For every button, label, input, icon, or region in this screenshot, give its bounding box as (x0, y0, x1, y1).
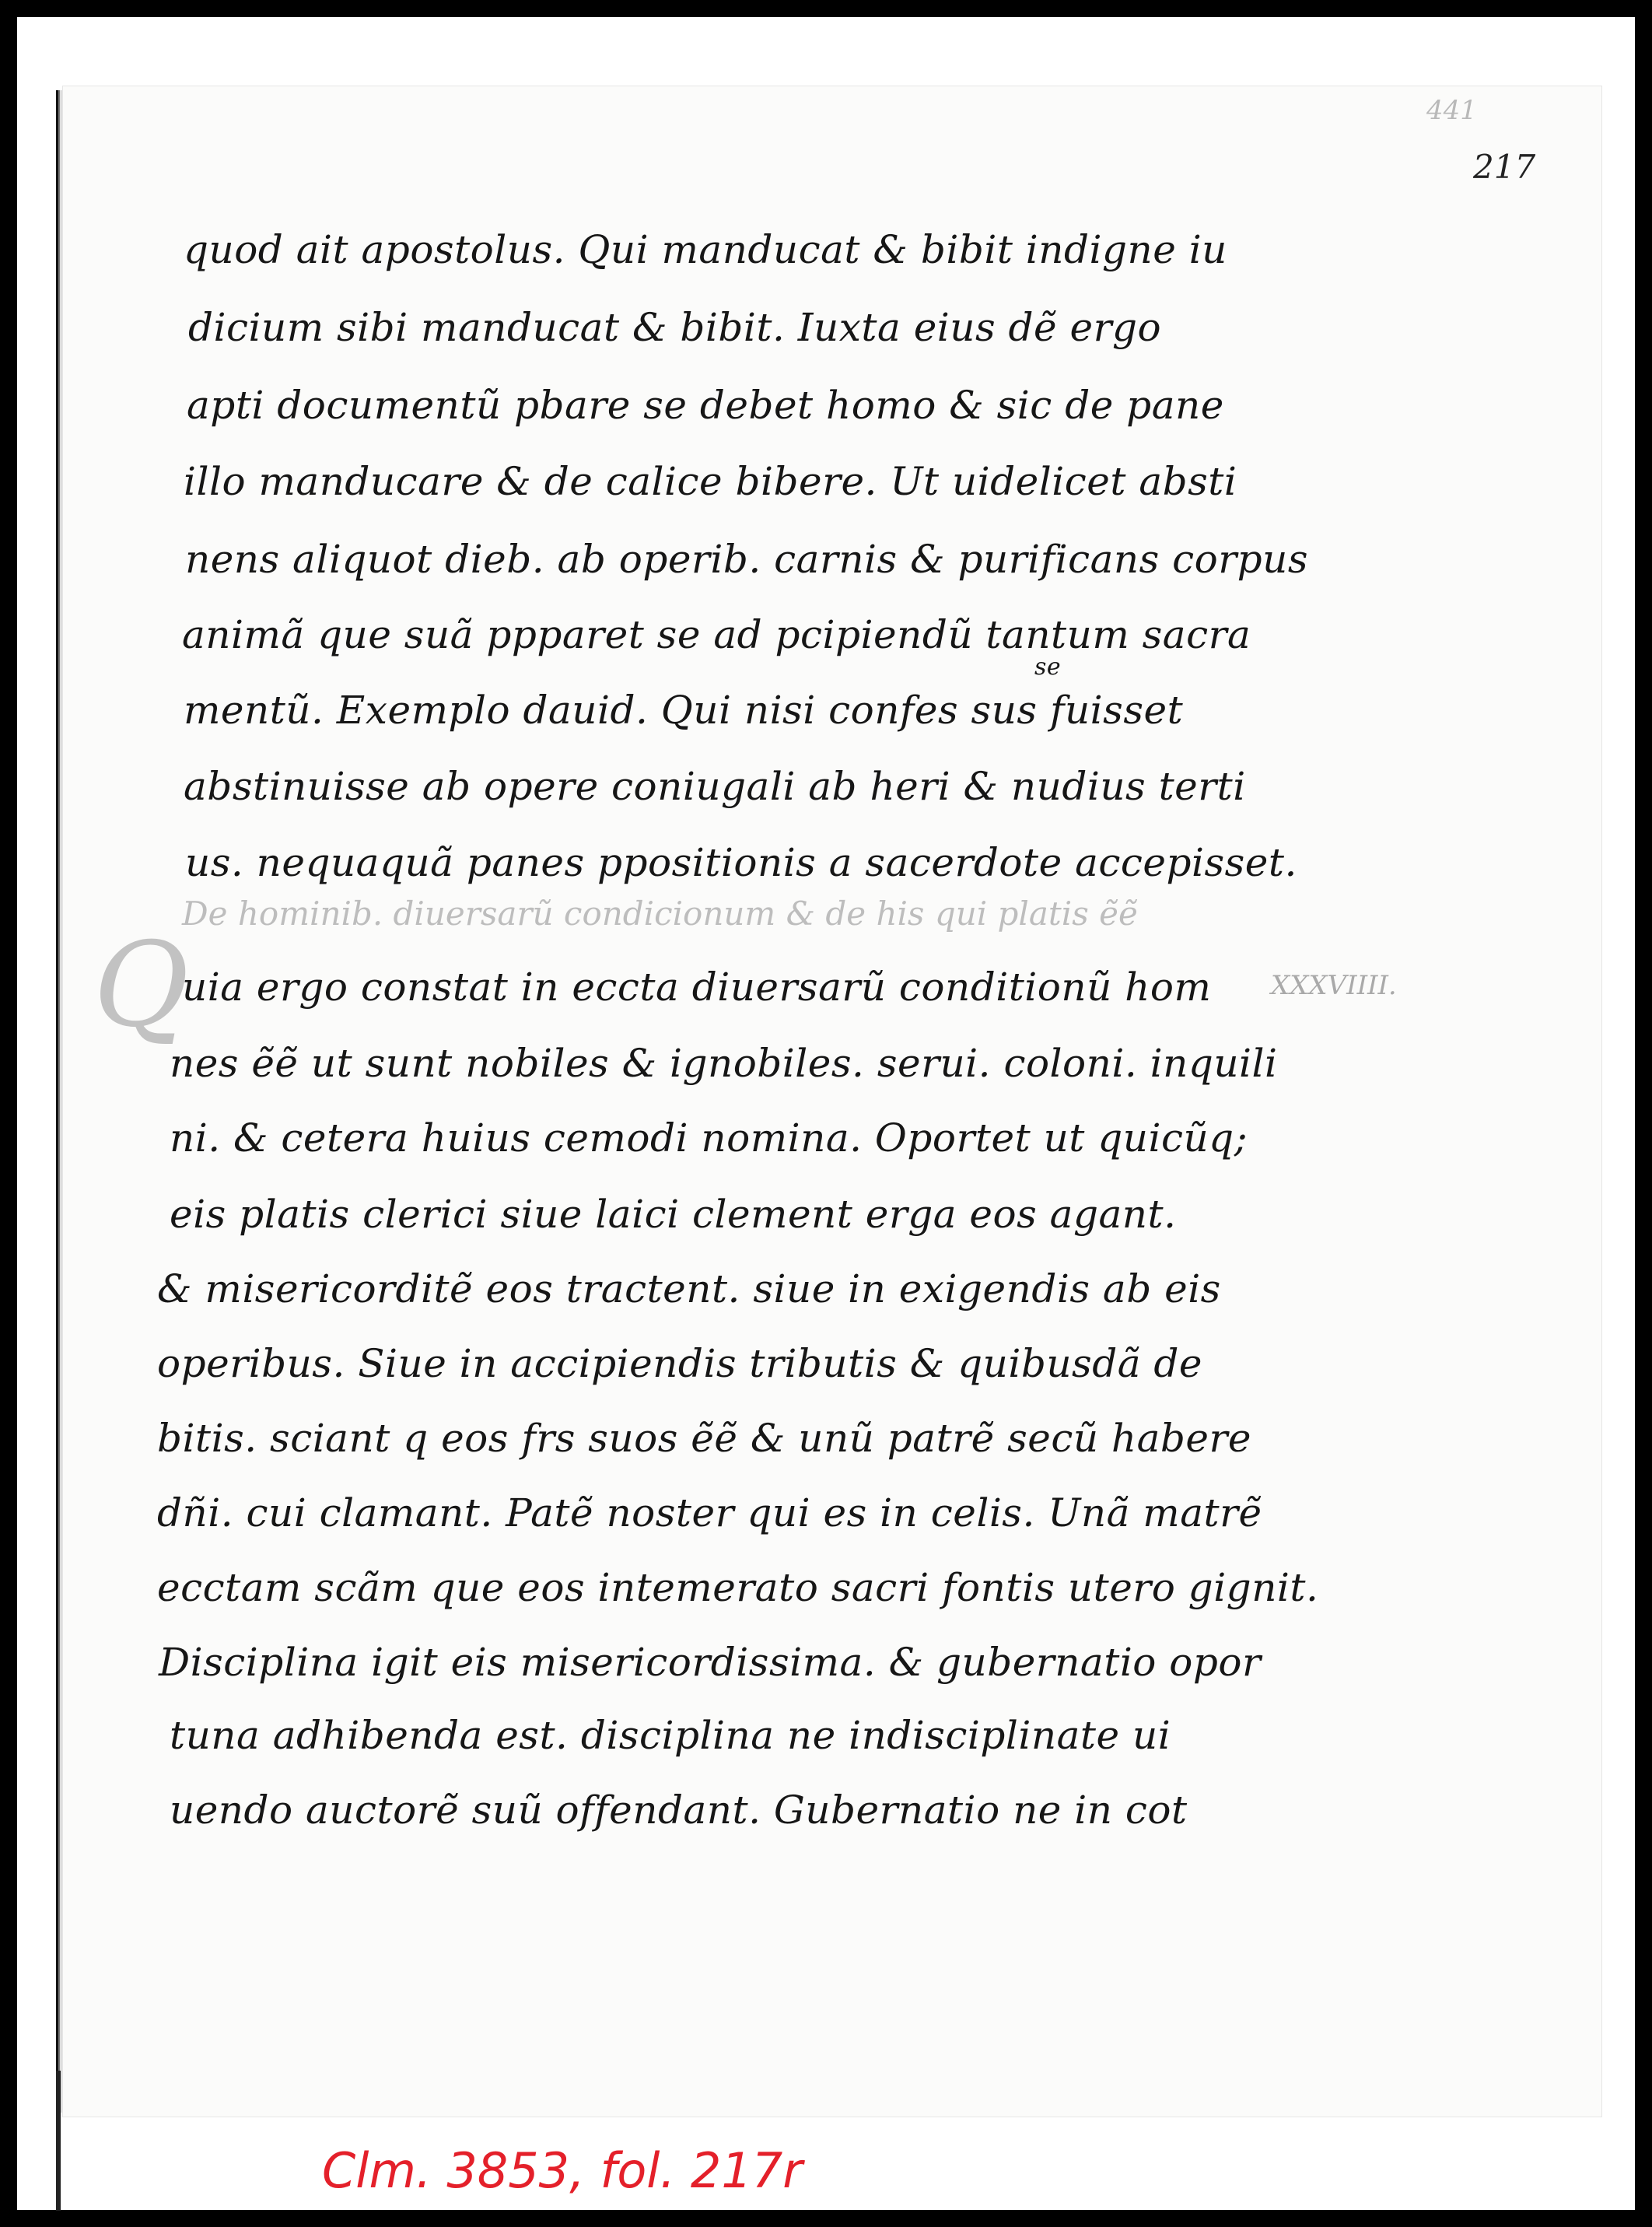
text-line-10: uia ergo constat in eccta diuersarũ conditionũ hom (182, 965, 1212, 1010)
text-line-21: uendo auctorẽ suũ offendant. Gubernatio ne in cot (170, 1788, 1188, 1833)
text-line-18: ecctam scãm que eos intemerato sacri fontis utero gignit. (157, 1565, 1319, 1610)
text-line-17: dñi. cui clamant. Patẽ noster qui es in celis. Unã matrẽ (157, 1490, 1262, 1535)
superscript-correction: se (1034, 653, 1062, 681)
text-line-1: quod ait apostolus. Qui manducat & bibit indigne iu (184, 227, 1227, 272)
text-line-6: animã que suã ppparet se ad pcipiendũ tantum sacra (182, 612, 1251, 657)
text-line-2: dicium sibi manducat & bibit. Iuxta eius dẽ ergo (188, 305, 1162, 350)
shelfmark-annotation: Clm. 3853, fol. 217r (322, 2142, 803, 2199)
text-line-14: & misericorditẽ eos tractent. siue in exigendis ab eis (157, 1266, 1221, 1311)
text-line-4: illo manducare & de calice bibere. Ut uidelicet absti (184, 459, 1237, 504)
text-line-11: nes ẽẽ ut sunt nobiles & ignobiles. serui. coloni. inquili (170, 1041, 1278, 1086)
text-line-7: mentũ. Exemplo dauid. Qui nisi confes sus fuisset (184, 688, 1184, 733)
text-line-13: eis platis clerici siue laici clement erga eos agant. (170, 1192, 1177, 1237)
text-line-3: apti documentũ pbare se debet homo & sic de pane (187, 383, 1224, 428)
chapter-number: XXXVIIII. (1271, 970, 1397, 1001)
text-line-9: us. nequaquã panes ppositionis a sacerdote accepisset. (185, 840, 1297, 885)
leaf-binding-edge (56, 90, 62, 2113)
text-line-5: nens aliquot dieb. ab operib. carnis & purificans corpus (185, 537, 1309, 582)
scan-frame (17, 17, 1635, 2210)
old-folio-number: 441 (1426, 95, 1477, 126)
folio-number: 217 (1473, 148, 1536, 186)
text-line-12: ni. & cetera huius cemodi nomina. Oportet ut quicũq; (170, 1115, 1248, 1161)
decorated-initial: Q (93, 918, 189, 1053)
text-line-20: tuna adhibenda est. disciplina ne indisciplinate ui (170, 1713, 1171, 1758)
chapter-rubric: De hominib. diuersarũ condicionum & de his qui platis ẽẽ (182, 895, 1138, 933)
text-line-19: Disciplina igit eis misericordissima. & gubernatio opor (159, 1640, 1262, 1685)
leaf-binding-edge-lower (56, 2071, 61, 2211)
text-line-16: bitis. sciant q eos frs suos ẽẽ & unũ patrẽ secũ habere (157, 1416, 1252, 1461)
text-line-8: abstinuisse ab opere coniugali ab heri & nudius terti (184, 764, 1246, 809)
text-line-15: operibus. Siue in accipiendis tributis & quibusdã de (157, 1341, 1203, 1386)
